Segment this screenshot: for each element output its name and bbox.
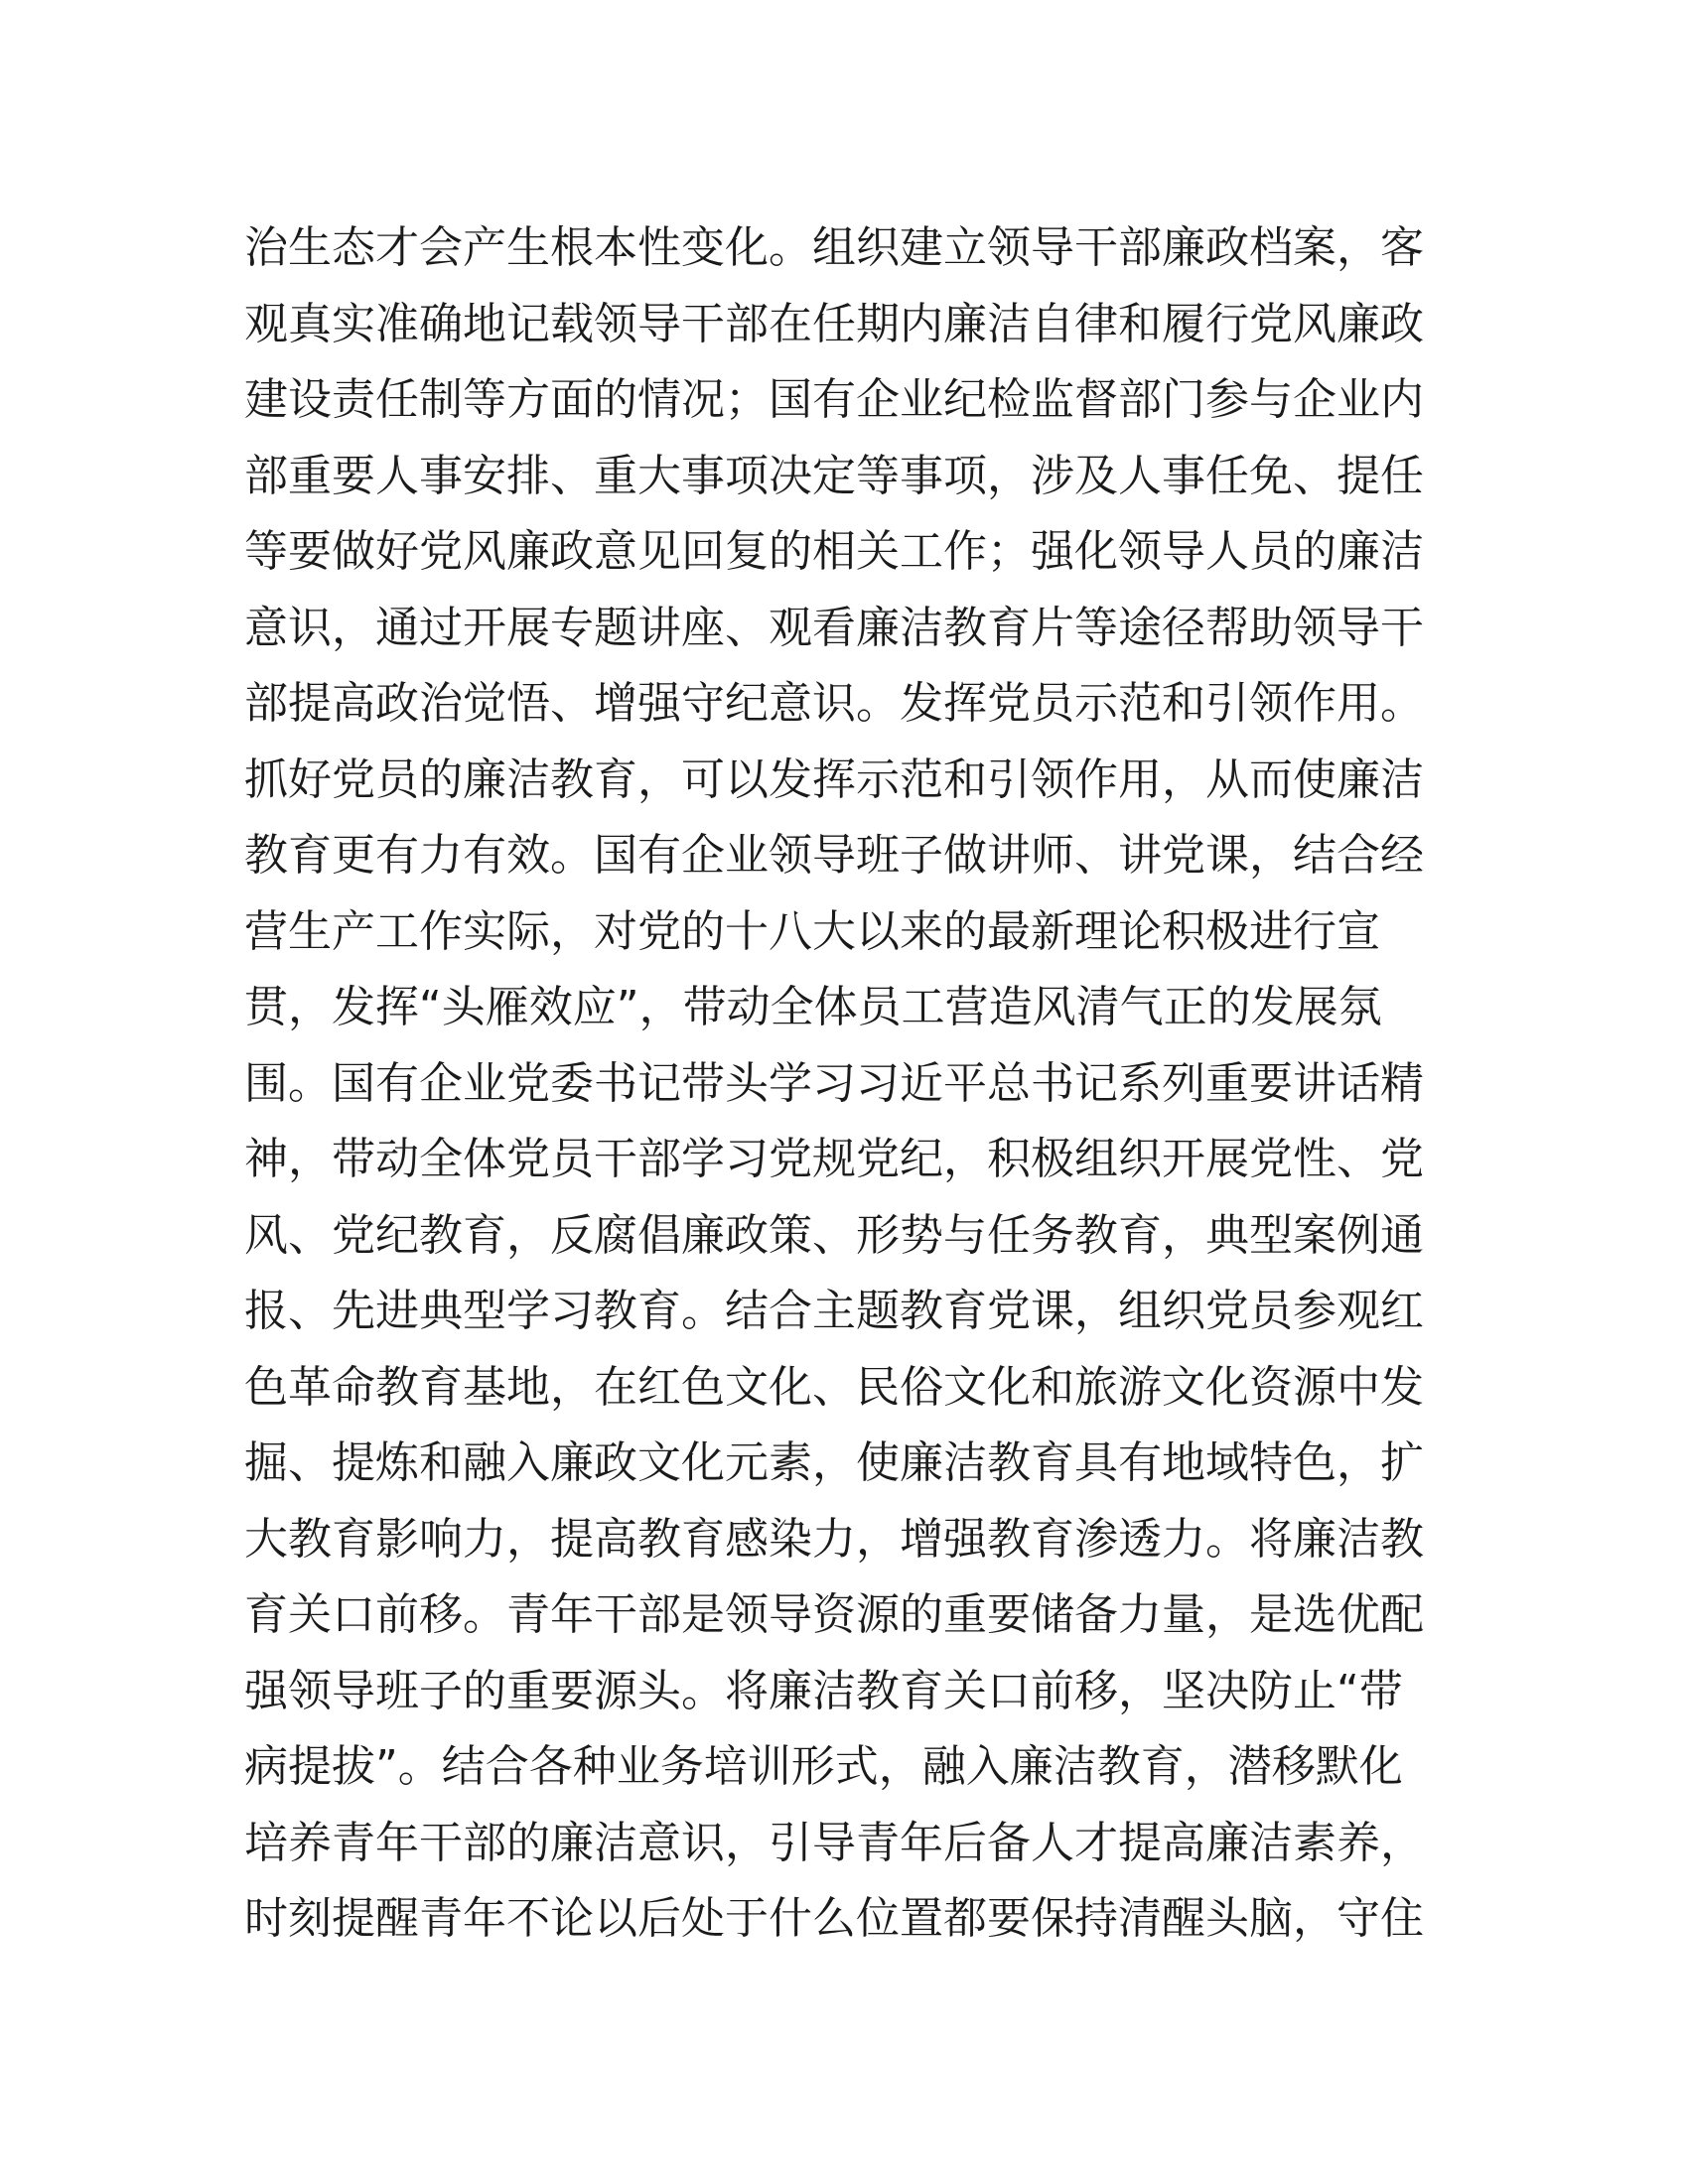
text-line: 部重要人事安排、重大事项决定等事项，涉及人事任免、提任 [244,450,1424,501]
text-line: 围。国有企业党委书记带头学习习近平总书记系列重要讲话精 [244,1057,1424,1109]
text-line: 治生态才会产生根本性变化。组织建立领导干部廉政档案，客 [244,222,1424,273]
text-line: 抓好党员的廉洁教育，可以发挥示范和引领作用，从而使廉洁 [244,753,1424,805]
text-line: 病提拔”。结合各种业务培训形式，融入廉洁教育，潜移默化 [244,1741,1403,1792]
text-line: 报、先进典型学习教育。结合主题教育党课，组织党员参观红 [244,1286,1424,1336]
text-line: 大教育影响力，提高教育感染力，增强教育渗透力。将廉洁教 [244,1513,1424,1565]
text-line: 时刻提醒青年不论以后处于什么位置都要保持清醒头脑，守住 [244,1893,1424,1944]
text-line: 强领导班子的重要源头。将廉洁教育关口前移，坚决防止“带 [244,1665,1403,1716]
text-line: 培养青年干部的廉洁意识，引导青年后备人才提高廉洁素养， [244,1817,1424,1868]
text-line: 育关口前移。青年干部是领导资源的重要储备力量，是选优配 [244,1589,1424,1640]
text-line: 部提高政治觉悟、增强守纪意识。发挥党员示范和引领作用。 [244,678,1424,729]
text-line: 掘、提炼和融入廉政文化元素，使廉洁教育具有地域特色，扩 [244,1437,1424,1488]
text-line: 建设责任制等方面的情况；国有企业纪检监督部门参与企业内 [244,374,1424,425]
text-line: 营生产工作实际，对党的十八大以来的最新理论积极进行宣 [244,905,1380,957]
body-text [244,210,1436,1958]
text-line: 神，带动全体党员干部学习党规党纪，积极组织开展党性、党 [244,1134,1424,1184]
text-line: 等要做好党风廉政意见回复的相关工作；强化领导人员的廉洁 [244,526,1424,577]
text-line: 教育更有力有效。国有企业领导班子做讲师、讲党课，结合经 [244,830,1424,881]
text-line: 意识，通过开展专题讲座、观看廉洁教育片等途径帮助领导干 [244,602,1424,653]
text-line: 风、党纪教育，反腐倡廉政策、形势与任务教育，典型案例通 [244,1209,1424,1261]
text-line: 贯，发挥“头雁效应”，带动全体员工营造风清气正的发展氛 [244,982,1382,1032]
text-line: 色革命教育基地，在红色文化、民俗文化和旅游文化资源中发 [244,1361,1424,1413]
text-line: 观真实准确地记载领导干部在任期内廉洁自律和履行党风廉政 [244,298,1424,349]
